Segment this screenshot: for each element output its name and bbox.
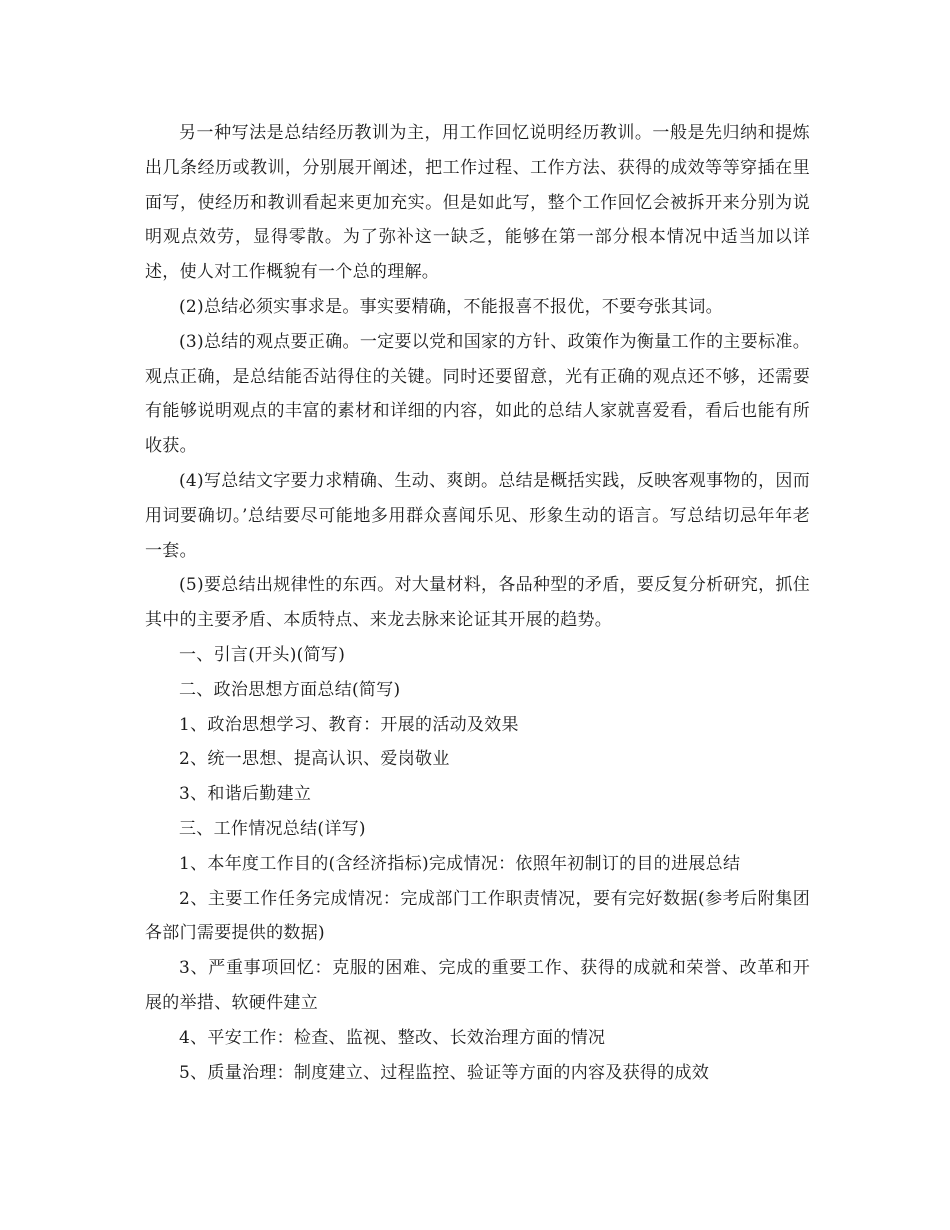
list-item-work-2: 2、主要工作任务完成情况：完成部门工作职责情况，要有完好数据(参考后附集团各部门需要提供的数据) xyxy=(145,888,810,944)
section-heading-intro: 一、引言(开头)(简写) xyxy=(179,644,346,665)
paragraph-writing-method: 另一种写法是总结经历教训为主，用工作回忆说明经历教训。一般是先归纳和提炼出几条经历或教训，分别展开阐述，把工作过程、工作方法、获得的成效等等穿插在里面写，使经历和教训看起来更加充实。但是如此写，整个工作回忆会被拆开来分别为说明观点效劳，显得零散。为了弥补这一缺乏，能够在第一部分根本情况中适当加以详述，使人对工作概貌有一个总的理解。 xyxy=(145,123,810,283)
list-item-political-1: 1、政治思想学习、教育：开展的活动及效果 xyxy=(179,714,519,735)
paragraph-point-3: (3)总结的观点要正确。一定要以党和国家的方针、政策作为衡量工作的主要标准。观点正确，是总结能否站得住的关键。同时还要留意，光有正确的观点还不够，还需要有能够说明观点的丰富的素材和详细的内容，如此的总结人家就喜爱看，看后也能有所收获。 xyxy=(145,331,810,457)
document-page xyxy=(145,116,810,1090)
section-heading-work: 三、工作情况总结(详写) xyxy=(179,818,366,839)
section-heading-political: 二、政治思想方面总结(简写) xyxy=(179,679,401,700)
list-item-work-3: 3、严重事项回忆：克服的困难、完成的重要工作、获得的成就和荣誉、改革和开展的举措、软硬件建立 xyxy=(145,958,810,1013)
paragraph-point-5: (5)要总结出规律性的东西。对大量材料，各品种型的矛盾，要反复分析研究，抓住其中的主要矛盾、本质特点、来龙去脉来论证其开展的趋势。 xyxy=(145,575,810,631)
list-item-political-2: 2、统一思想、提高认识、爱岗敬业 xyxy=(179,749,450,770)
paragraph-point-2: (2)总结必须实事求是。事实要精确，不能报喜不报优，不要夸张其词。 xyxy=(179,296,723,317)
list-item-political-3: 3、和谐后勤建立 xyxy=(179,784,312,805)
list-item-work-4: 4、平安工作：检查、监视、整改、长效治理方面的情况 xyxy=(179,1027,606,1048)
list-item-work-5: 5、质量治理：制度建立、过程监控、验证等方面的内容及获得的成效 xyxy=(179,1062,710,1083)
list-item-work-1: 1、本年度工作目的(含经济指标)完成情况：依照年初制订的目的进展总结 xyxy=(179,853,741,874)
paragraph-point-4: (4)写总结文字要力求精确、生动、爽朗。总结是概括实践，反映客观事物的，因而用词要确切。’总结要尽可能地多用群众喜闻乐见、形象生动的语言。写总结切忌年年老一套。 xyxy=(145,470,810,561)
